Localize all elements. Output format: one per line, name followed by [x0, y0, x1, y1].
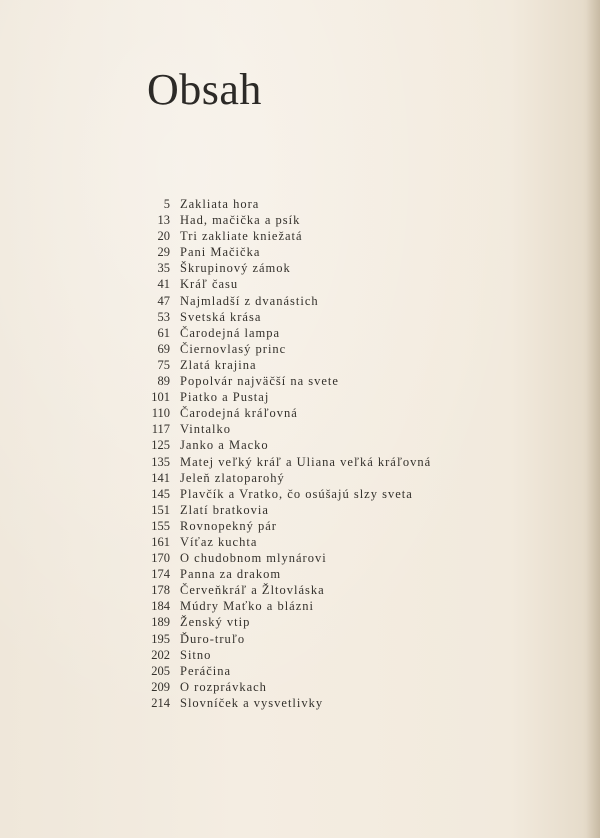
toc-page-number: 161	[151, 534, 170, 549]
toc-page-number: 174	[151, 567, 170, 582]
toc-story-title: Červeňkráľ a Žltovláska	[180, 583, 325, 598]
toc-page-number: 195	[151, 631, 170, 646]
toc-story-title: Zlatí bratkovia	[180, 502, 269, 517]
toc-story-title: Peráčina	[180, 663, 232, 678]
toc-page-number: 89	[157, 374, 170, 389]
toc-entry	[128, 631, 431, 647]
toc-entry	[128, 695, 431, 711]
toc-entry	[128, 470, 431, 486]
toc-story-title: Plavčík a Vratko, čo osúšajú slzy sveta	[180, 486, 413, 501]
toc-story-title: Svetská krása	[180, 309, 262, 324]
toc-page-number: 209	[151, 679, 170, 694]
toc-page-number: 145	[151, 486, 170, 501]
toc-page-number: 101	[151, 390, 170, 405]
toc-entry	[128, 454, 431, 470]
toc-entry	[128, 405, 431, 421]
toc-story-title: Víťaz kuchta	[180, 534, 258, 549]
toc-page-number: 5	[163, 197, 170, 211]
page-title: Obsah	[147, 65, 262, 114]
toc-page-number: 61	[157, 325, 170, 340]
toc-page-number: 110	[151, 406, 170, 421]
toc-story-title: Škrupinový zámok	[180, 261, 291, 276]
toc-page-number: 75	[157, 357, 170, 372]
toc-story-title: Had, mačička a psík	[180, 213, 301, 228]
toc-page-number: 202	[151, 647, 170, 662]
toc-story-title: Matej veľký kráľ a Uliana veľká kráľovná	[180, 454, 432, 469]
toc-story-title: Zakliata hora	[180, 197, 260, 211]
toc-entry	[128, 373, 431, 389]
toc-story-title: Ďuro-truľo	[180, 631, 246, 646]
toc-entry	[128, 502, 431, 518]
toc-page-number: 135	[151, 454, 170, 469]
toc-story-title: Sitno	[180, 647, 212, 662]
toc-entry	[128, 212, 431, 228]
toc-page-number: 35	[157, 261, 170, 276]
toc-entry	[128, 228, 431, 244]
toc-page-number: 205	[151, 663, 170, 678]
toc-page-number: 141	[151, 470, 170, 485]
toc-entry	[128, 598, 431, 614]
toc-entry	[128, 421, 431, 437]
toc-entry	[128, 244, 431, 260]
toc-story-title: Jeleň zlatoparohý	[180, 470, 285, 485]
table-of-contents	[128, 196, 431, 711]
toc-entry	[128, 437, 431, 453]
toc-entry	[128, 647, 431, 663]
toc-page-number: 178	[151, 583, 170, 598]
toc-story-title: Pani Mačička	[180, 245, 261, 260]
toc-story-title: O rozprávkach	[180, 679, 267, 694]
toc-entry	[128, 276, 431, 292]
toc-page-number: 125	[151, 438, 170, 453]
toc-story-title: Kráľ času	[180, 277, 239, 292]
toc-story-title: Múdry Maťko a blázni	[180, 599, 314, 614]
toc-page-number: 69	[157, 341, 170, 356]
toc-page-number: 20	[157, 229, 170, 244]
toc-entry	[128, 614, 431, 630]
toc-story-title: Najmladší z dvanástich	[180, 293, 319, 308]
toc-story-title: Panna za drakom	[180, 567, 282, 582]
toc-page-number: 155	[151, 518, 170, 533]
toc-page-number: 151	[151, 502, 170, 517]
toc-page-number: 53	[157, 309, 170, 324]
toc-entry	[128, 518, 431, 534]
toc-story-title: Čarodejná kráľovná	[180, 406, 298, 421]
toc-entry	[128, 309, 431, 325]
toc-page-number: 189	[151, 615, 170, 630]
toc-page-number: 47	[157, 293, 170, 308]
toc-page-number: 214	[151, 695, 170, 710]
toc-entry	[128, 582, 431, 598]
toc-page-number: 29	[157, 245, 170, 260]
toc-entry	[128, 260, 431, 276]
toc-story-title: O chudobnom mlynárovi	[180, 551, 327, 566]
toc-page-number: 170	[151, 551, 170, 566]
toc-page-number: 184	[151, 599, 170, 614]
toc-entry	[128, 550, 431, 566]
toc-story-title: Slovníček a vysvetlivky	[180, 695, 324, 710]
toc-entry	[128, 534, 431, 550]
toc-entry	[128, 679, 431, 695]
toc-entry	[128, 293, 431, 309]
toc-entry	[128, 663, 431, 679]
toc-story-title: Vintalko	[180, 422, 231, 437]
toc-entry	[128, 325, 431, 341]
toc-story-title: Čiernovlasý princ	[180, 341, 287, 356]
toc-entry	[128, 566, 431, 582]
show-through-text	[36, 118, 49, 171]
toc-story-title: Popolvár najväčší na svete	[180, 374, 339, 389]
toc-page-number: 13	[157, 213, 170, 228]
toc-entry	[128, 341, 431, 357]
toc-story-title: Rovnopekný pár	[180, 518, 277, 533]
toc-entry	[128, 357, 431, 373]
toc-entry	[128, 486, 431, 502]
toc-page-number: 41	[157, 277, 170, 292]
toc-entry	[128, 389, 431, 405]
toc-story-title: Čarodejná lampa	[180, 325, 281, 340]
toc-entry	[128, 196, 431, 212]
toc-story-title: Piatko a Pustaj	[180, 390, 270, 405]
toc-story-title: Janko a Macko	[180, 438, 269, 453]
toc-story-title: Tri zakliate kniežatá	[180, 229, 303, 244]
toc-page-number: 117	[151, 422, 170, 437]
toc-story-title: Ženský vtip	[180, 615, 251, 630]
toc-story-title: Zlatá krajina	[180, 357, 257, 372]
